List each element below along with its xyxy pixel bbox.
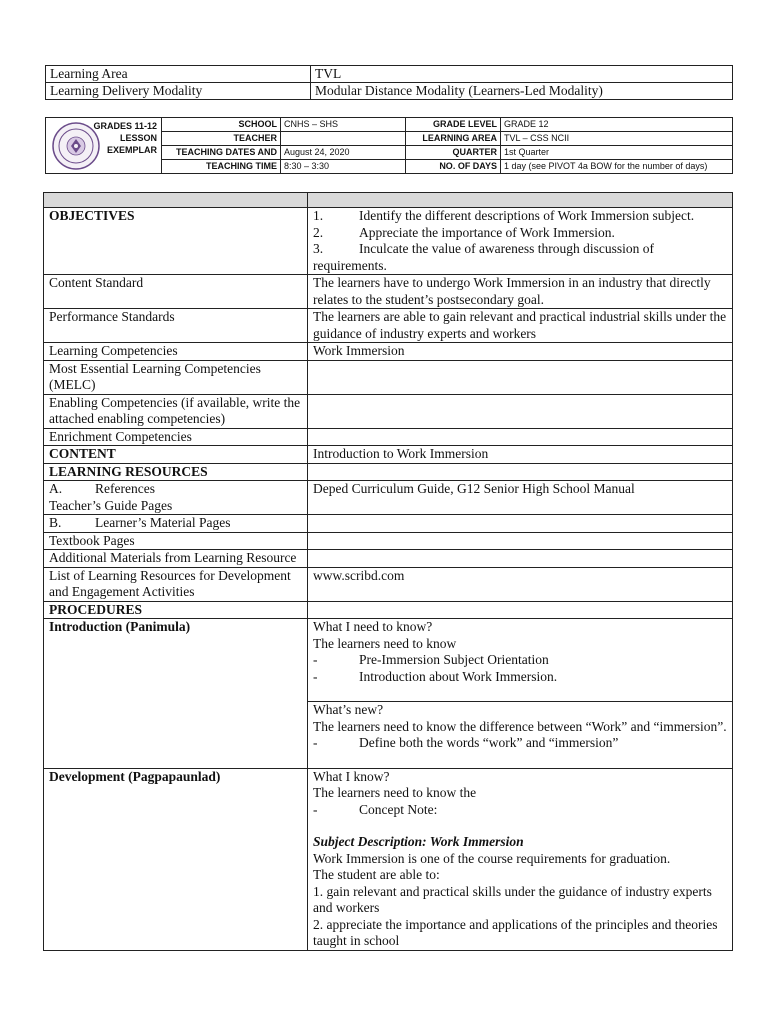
table-row [44, 515, 733, 533]
table-row [44, 481, 733, 515]
table-row [44, 428, 733, 446]
table-row [44, 275, 733, 309]
table-row [44, 463, 733, 481]
days-value: 1 day (see PIVOT 4a BOW for the number of days) [501, 160, 733, 174]
table-row [46, 66, 733, 83]
grade-level-value: GRADE 12 [501, 118, 733, 132]
teacher-value [281, 132, 406, 146]
resources-list-value: www.scribd.com [308, 567, 733, 601]
teaching-time-label: TEACHING TIME [162, 160, 281, 174]
content-label: CONTENT [44, 446, 308, 464]
list-item: - Concept Note: [313, 801, 438, 817]
list-item: 1. Identify the different descriptions of Work Immersion subject. [313, 208, 695, 223]
performance-standards-label: Performance Standards [44, 309, 308, 343]
learning-resources-label: LEARNING RESOURCES [44, 463, 308, 481]
performance-standards-value: The learners are able to gain relevant and practical industrial skills under the guidance of industry experts and workers [308, 309, 733, 343]
table-row [44, 360, 733, 394]
table-row [162, 118, 733, 132]
learning-area-value: TVL [311, 66, 733, 83]
table-row [44, 208, 733, 275]
enrichment-competencies-label: Enrichment Competencies [44, 428, 308, 446]
table-row [44, 309, 733, 343]
table-row [44, 601, 733, 619]
table-row [44, 768, 733, 950]
objectives-list [308, 208, 733, 275]
textbook-pages-label: Textbook Pages [44, 532, 308, 550]
subject-description-title: Subject Description: Work Immersion [313, 834, 524, 849]
table-row [44, 446, 733, 464]
teaching-time-value: 8:30 – 3:30 [281, 160, 406, 174]
list-item: - Pre-Immersion Subject Orientation [313, 652, 549, 667]
learning-area-label: Learning Area [46, 66, 311, 83]
delivery-modality-label: Learning Delivery Modality [46, 83, 311, 100]
teaching-dates-label: TEACHING DATES AND [162, 146, 281, 160]
list-item: 3. Inculcate the value of awareness through discussion of [313, 241, 655, 256]
additional-materials-label: Additional Materials from Learning Resource [44, 550, 308, 568]
table-row [44, 550, 733, 568]
table-row [44, 394, 733, 428]
school-label: SCHOOL [162, 118, 281, 132]
learning-info-table [45, 65, 733, 100]
introduction-whats-new: What’s new? The learners need to know the difference between “Work” and “immersion”. - Define both the words “work” and “immersion” [308, 702, 733, 769]
introduction-label: Introduction (Panimula) [44, 619, 308, 769]
table-row [46, 83, 733, 100]
list-item: - Introduction about Work Immersion. [313, 668, 558, 684]
enabling-competencies-label: Enabling Competencies (if available, write the attached enabling competencies) [44, 394, 308, 428]
table-row [44, 343, 733, 361]
objectives-label: OBJECTIVES [44, 208, 308, 275]
learners-material-label: B. Learner’s Material Pages [44, 515, 308, 533]
list-item-wrap: requirements. [313, 257, 387, 273]
content-standard-label: Content Standard [44, 275, 308, 309]
table-row [162, 146, 733, 160]
table-row [162, 132, 733, 146]
school-value: CNHS – SHS [281, 118, 406, 132]
grades-text: GRADES 11-12 [93, 121, 157, 131]
learning-competencies-label: Learning Competencies [44, 343, 308, 361]
melc-label: Most Essential Learning Competencies (MELC) [44, 360, 308, 394]
delivery-modality-value: Modular Distance Modality (Learners-Led Modality) [311, 83, 733, 100]
exemplar-text: EXEMPLAR [106, 145, 157, 155]
teaching-dates-value: August 24, 2020 [281, 146, 406, 160]
list-item: - Define both the words “work” and “immersion” [313, 735, 619, 750]
table-row [162, 160, 733, 174]
header-logo-cell [45, 117, 161, 174]
procedures-label: PROCEDURES [44, 601, 308, 619]
content-standard-value: The learners have to undergo Work Immersion in an industry that directly relates to the student’s postsecondary goal. [308, 275, 733, 309]
development-what-i-know: What I know? The learners need to know the - Concept Note: Subject Description: Work Immersion Work Immersion is one of the course requirements for graduation. The student are able to: 1. gain relevant and practical skills under the guidance of industry experts and workers 2. appreciate the importance and applications of the principles and theories taught in school [308, 768, 733, 950]
quarter-label: QUARTER [406, 146, 501, 160]
table-row [44, 567, 733, 601]
development-label: Development (Pagpapaunlad) [44, 768, 308, 950]
teacher-label: TEACHER [162, 132, 281, 146]
learning-area-label: LEARNING AREA [406, 132, 501, 146]
table-row [44, 532, 733, 550]
references-label: A. References Teacher’s Guide Pages [44, 481, 308, 515]
table-header-row [44, 193, 733, 208]
teachers-guide-value: Deped Curriculum Guide, G12 Senior High School Manual [308, 481, 733, 515]
learning-competencies-value: Work Immersion [308, 343, 733, 361]
exemplar-title [93, 120, 157, 156]
list-item: 2. Appreciate the importance of Work Immersion. [313, 224, 615, 240]
introduction-what-to-know: What I need to know? The learners need to know - Pre-Immersion Subject Orientation - Introduction about Work Immersion. [308, 619, 733, 702]
days-label: NO. OF DAYS [406, 160, 501, 174]
lesson-plan-table [43, 192, 733, 951]
grade-level-label: GRADE LEVEL [406, 118, 501, 132]
resources-list-label: List of Learning Resources for Development and Engagement Activities [44, 567, 308, 601]
lesson-text: LESSON [119, 133, 157, 143]
header-info-table [161, 117, 733, 174]
quarter-value: 1st Quarter [501, 146, 733, 160]
lesson-exemplar-header [45, 117, 733, 174]
learning-area-value: TVL – CSS NCII [501, 132, 733, 146]
content-value: Introduction to Work Immersion [308, 446, 733, 464]
table-row [44, 619, 733, 702]
